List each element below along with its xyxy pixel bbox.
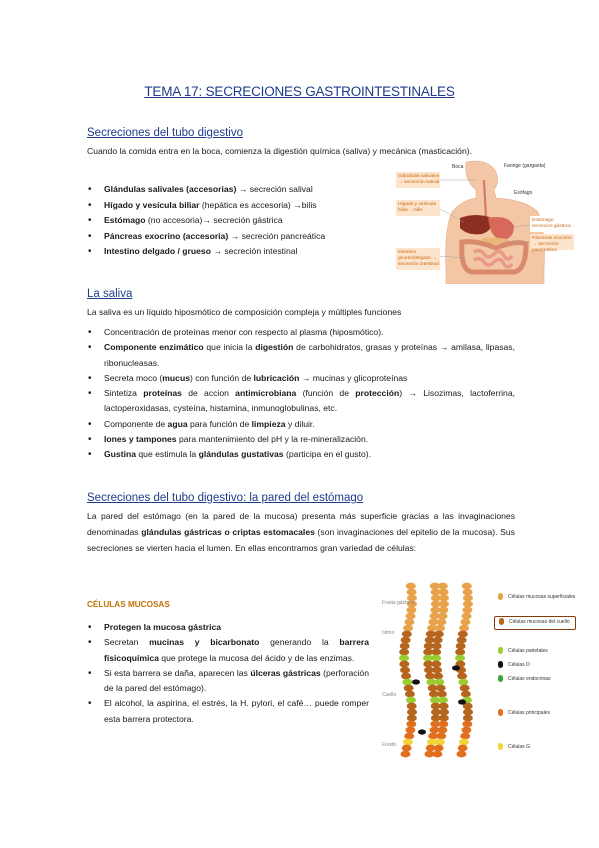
gland-cell [436,733,446,740]
gland-cell [459,739,469,746]
list-item [87,417,515,432]
gland-cell [406,613,416,620]
gland-cell [439,601,449,608]
label-higado-sub: biliar →bilis [398,208,423,213]
gland-cell [463,601,473,608]
gland-cell [407,709,417,716]
mucosas-list [87,620,369,727]
gland-cell [463,595,473,602]
gland-cell [438,613,448,620]
text-run: Sintetiza [104,388,144,399]
gland-cell [462,721,472,728]
text-run: Componente de [104,418,168,429]
item-bold: Páncreas exocrino (accesoria) [104,230,229,241]
text-run: Si esta barrera se daña, aparecen las [104,667,251,678]
list-item [87,447,515,462]
list-item [87,696,369,727]
gland-cell [404,619,414,626]
gland-cell [455,655,465,662]
gland-cell [439,589,449,596]
gland-cell [402,745,412,752]
item-bold: Estómago [104,215,146,225]
text-run: que estimula la [136,449,199,460]
gland-cell [457,673,467,680]
item-text: → secreción salival [236,184,313,194]
text-run: (participa en el gusto). [283,449,372,460]
gland-cell-d [418,729,426,734]
gland-cell [434,631,444,638]
gland-cell [456,751,466,758]
gland-cell-d [458,699,466,704]
text-run: glándulas gustativas [198,449,284,460]
text-run: (perforación de la pared del estómago). [104,667,369,694]
gland-cell [458,631,468,638]
text-run: Gustina [104,449,136,460]
gland-cell [436,685,446,692]
text-run: Iones y tampones [104,434,177,445]
list-item [87,213,377,229]
gland-cell [437,727,447,734]
list-item [87,340,515,371]
text-run: ) con función de [189,372,254,383]
text-run: y diluir. [285,418,315,429]
text-run: El alcohol, la aspirina, el estrés, la H. pylori, el café… puede romper esta barrera protectora. [104,698,369,724]
label-esofago: Esófago [514,190,533,196]
text-run: lubricación [253,372,300,383]
text-run: (función de [296,388,356,399]
label-box-pancreas [530,234,574,253]
gland-region-label: Istmo [382,630,395,636]
item-bold: Hígado y vesícula biliar [104,199,200,210]
text-run: mucus [162,372,190,383]
gland-cell [434,679,444,686]
gland-cell [399,649,409,656]
text-run: Protegen la mucosa gástrica [104,622,222,632]
gland-cell [462,613,472,620]
list-item [87,666,369,697]
gland-cell [432,667,442,674]
label-intestino-sub: grueso/delgado → [398,256,438,261]
list-item [87,229,377,245]
digestive-system-figure [396,160,574,284]
label-higado: Hígado y vesícula [398,202,437,207]
gland-cell [460,685,470,692]
gland-cell [462,583,472,590]
text-run: antimicrobiana [235,388,297,399]
gland-cell [431,655,441,662]
gland-cell [403,739,413,746]
section3-intro [87,508,515,556]
legend-label: Células D [508,662,530,668]
label-estomago: Estómago [532,218,554,223]
item-bold: Glándulas salivales (accesorias) [104,184,237,194]
legend-label: Células parietales [508,648,548,654]
item-text: (hepática es accesoria) →bilis [199,199,317,210]
secretions-list [87,182,377,260]
gland-cell [407,703,417,710]
text-run: Secretan [104,637,150,648]
gland-cell [437,691,447,698]
label-pancreas: Páncreas exocrino [532,236,572,241]
saliva-list [87,325,515,463]
legend-item [494,616,576,630]
gland-cell [400,667,410,674]
legend-swatch [498,675,503,682]
text-run: que protege la mucosa del ácido y de las enzimas. [158,652,355,663]
label-pancreas-sub: → secreción pancreática [532,242,559,253]
text-run: úlceras gástricas [250,667,321,678]
gland-cell [463,709,473,716]
text-run: proteínas [143,388,182,399]
legend-swatch [498,661,503,668]
text-run: → mucinas y glicoproteínas [299,372,408,383]
gland-cell [399,655,409,662]
gland-cell [406,697,416,704]
gland-cell [406,607,416,614]
text-run: de carbohidratos, grasas y proteínas → amilasa, lipasas, ribonucleasas. [104,342,515,368]
gland-cell [435,739,445,746]
gastric-gland-figure [382,572,574,768]
label-intestino: Intestino [398,250,417,255]
text-run: Componente enzimático [104,342,204,353]
text-run: Concentración de proteínas menor con respecto al plasma (hiposmótico). [104,327,384,337]
gland-cell [457,637,467,644]
gland-cell [402,679,412,686]
item-text: → secreción intestinal [210,246,298,256]
text-run: Secreta moco ( [104,372,163,383]
text-run: generando la [259,637,340,648]
legend-swatch [498,647,503,654]
gland-cell [435,625,445,632]
gland-cell [436,619,446,626]
label-estomago-sub: secreción gástrica [532,224,571,229]
gland-cell [460,733,470,740]
gland-cell [439,595,449,602]
legend-label: Células mucosas del cuello [509,619,570,625]
label-box-estomago [530,216,574,232]
legend-label: Células principales [508,710,550,716]
list-item [87,371,515,386]
gland-cell [405,691,415,698]
gland-cell [438,721,448,728]
gland-region-label: Cuello [382,692,397,698]
label-box-glandulas [396,172,440,188]
page-title: TEMA 17: SECRECIONES GASTROINTESTINALES [144,84,455,99]
gland-cell [463,589,473,596]
item-text: (no accesoria)→ secreción gástrica [145,215,283,225]
text-run: glándulas gástricas o criptas estomacales [141,527,315,537]
gland-cell-d [412,679,420,684]
item-bold: Intestino delgado / grueso [104,246,211,256]
gland-cell [400,751,410,758]
gland-cell [438,607,448,614]
text-run: protección [355,388,400,399]
gland-cell [439,715,449,722]
gland-cell [401,637,411,644]
list-item [87,432,515,447]
gland-cell [462,607,472,614]
gland-cell [407,589,417,596]
gland-cell [438,583,448,590]
legend-label: Células mucosas superficiales [508,594,576,600]
gland-cell [400,643,410,650]
text-run: que inicia la [203,342,256,353]
gland-cell [434,745,444,752]
section-heading-saliva: La saliva [87,288,133,300]
text-run: La pared del estómago (en la pared de la mucosa) presenta más superficie gracias a las invaginaciones denominadas [87,511,515,537]
label-intestino-sub2: secreción intestinal [398,262,439,267]
gland-cell [463,715,473,722]
label-box-higado [396,200,440,216]
gland-cell [458,679,468,686]
legend-swatch [498,709,503,716]
label-glandulas: Glándulas salivales [398,174,440,179]
text-run: (son invaginaciones del epitelio de la mucosa). Sus secreciones se vierten hacia el lumen. En ellas encontramos gran variedad de células: [87,527,515,553]
legend-label: Células G [508,744,530,750]
text-run: limpieza [251,418,286,429]
list-item [87,635,369,666]
gland-cell [401,673,411,680]
gland-cell [402,631,412,638]
list-item [87,325,515,340]
gland-cell [431,649,441,656]
label-boca: Boca [452,164,464,170]
section2-intro: La saliva es un líquido hiposmótico de composición compleja y múltiples funciones [87,307,402,317]
text-run: barrera fisicoquímica [104,637,369,663]
label-box-intestino [396,248,440,270]
gland-region-label: Fondo [382,742,397,748]
gland-cell [461,727,471,734]
subheading-celulas-mucosas: CÉLULAS MUCOSAS [87,600,170,609]
gland-cell [403,625,413,632]
gland-cell [404,685,414,692]
section-heading-secreciones: Secreciones del tubo digestivo [87,127,243,139]
label-faringe: Faringe (garganta) [504,163,546,169]
label-glandulas-sub: → secreción salival [398,180,440,185]
text-run: para función de [187,418,252,429]
list-item [87,620,369,635]
legend-label: Células endocrinas [508,676,551,682]
gland-cell [433,637,443,644]
text-run: agua [167,418,188,429]
gland-cell [407,715,417,722]
gland-cell [460,619,470,626]
list-item [87,386,515,417]
gland-cell [405,727,415,734]
text-run: ) → Lisozimas, lactoferrina, lactoperoxidasas, cysteína, histamina, inmunoglobulinas, etc. [104,388,515,414]
gland-cell [438,697,448,704]
gland-cell [404,733,414,740]
gland-cell [461,691,471,698]
gland-cell [406,583,416,590]
gland-cell [455,649,465,656]
gland-cell [458,745,468,752]
gland-cell [406,721,416,728]
section1-intro: Cuando la comida entra en la boca, comienza la digestión química (saliva) y mecánica (masticación). [87,146,472,156]
gland-cell [459,625,469,632]
legend-swatch [499,618,504,625]
gland-cell [432,751,442,758]
text-run: de accion [181,388,236,399]
list-item [87,244,377,260]
gland-cell-d [452,665,460,670]
section-heading-pared-estomago: Secreciones del tubo digestivo: la pared del estómago [87,492,364,504]
gland-cell [439,709,449,716]
gland-cell [431,661,441,668]
legend-swatch [498,743,503,750]
gland-cell [432,643,442,650]
gland-cell [456,643,466,650]
list-item [87,198,377,214]
text-run: mucinas y bicarbonato [149,637,260,648]
gland-cell [433,673,443,680]
text-run: para mantenimiento del pH y la re-mineralización. [176,434,369,445]
legend-swatch [498,593,503,600]
gland-region-label: Fosita gástrica [382,600,415,606]
text-run: digestión [255,342,294,353]
gland-cell [439,703,449,710]
list-item [87,182,377,198]
gland-cell [399,661,409,668]
item-text: → secreción pancreática [228,230,326,241]
